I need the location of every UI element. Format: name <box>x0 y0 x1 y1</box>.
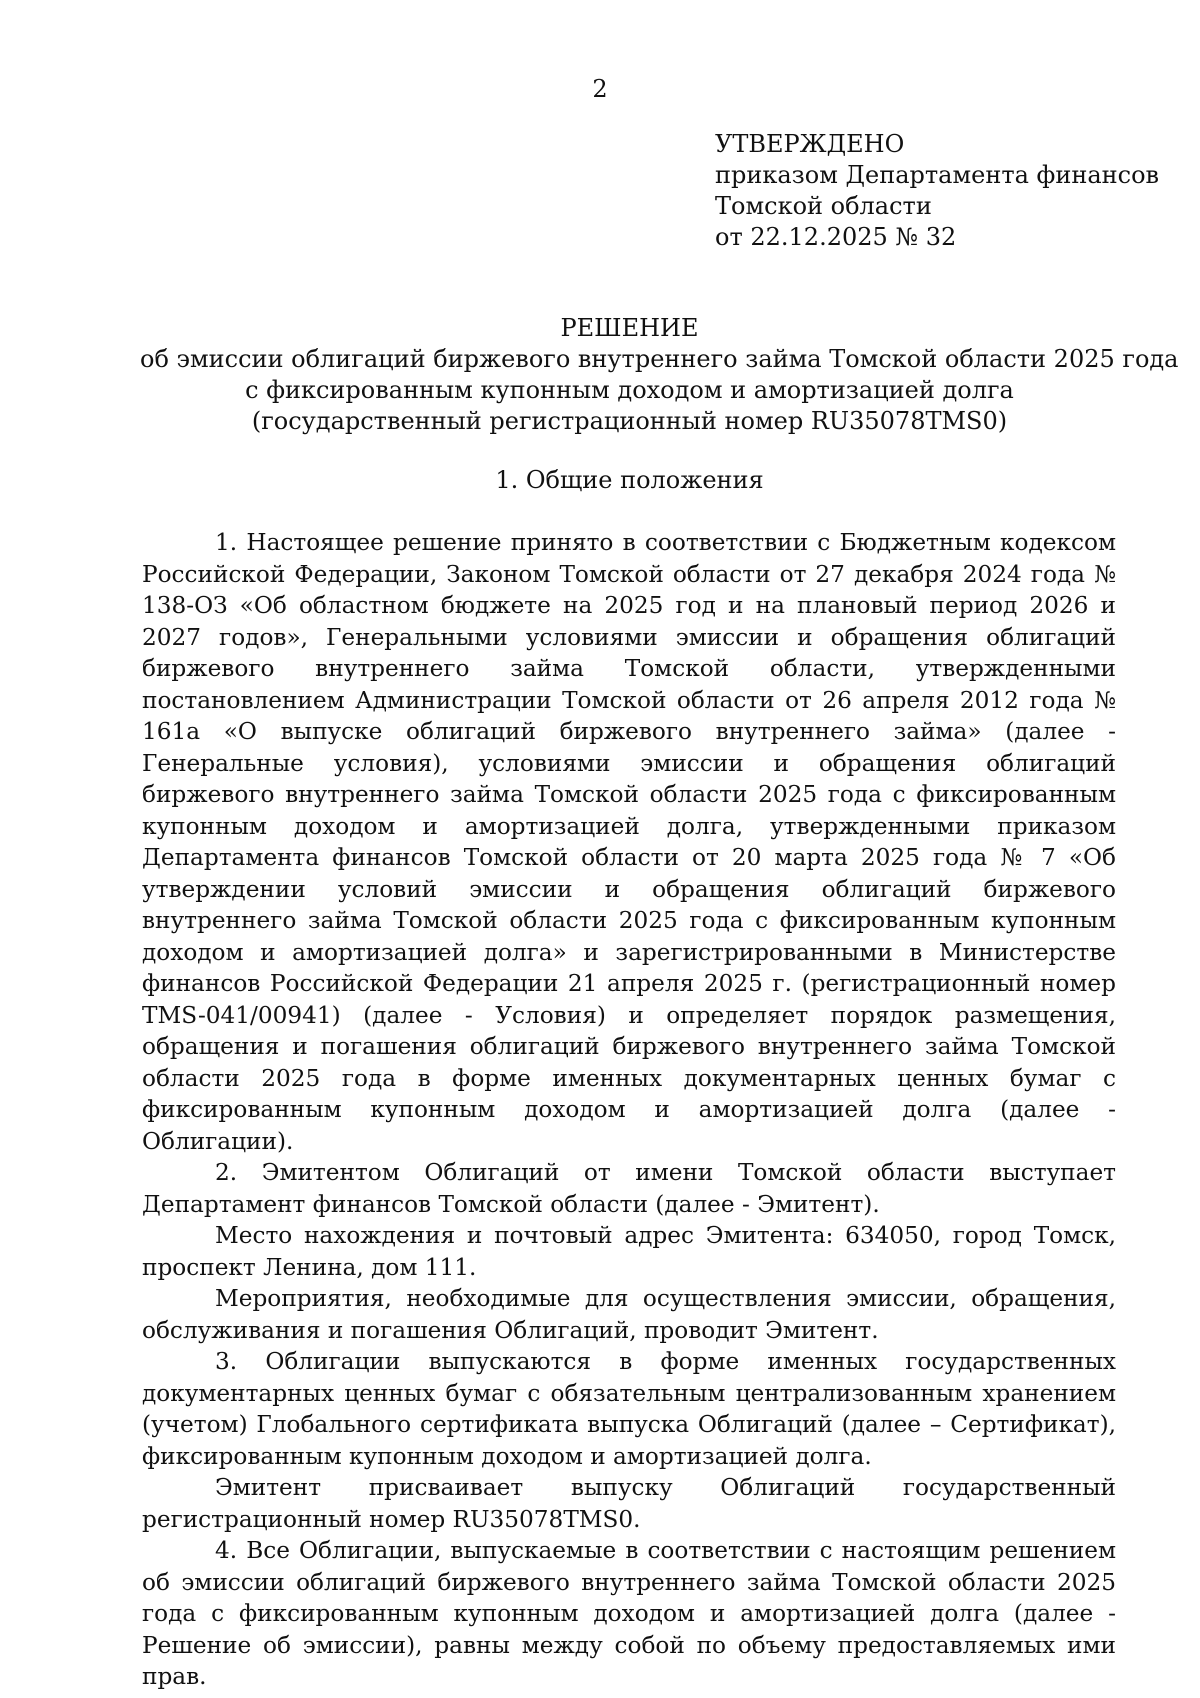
paragraph: 4. Все Облигации, выпускаемые в соответствии с настоящим решением об эмиссии облигаций биржевого внутреннего займа Томской области 2025 года с фиксированным купонным доходом и амортизацией долга (далее - Решение об эмиссии), равны между собой по объему предоставляемых ими прав. <box>142 1537 1116 1690</box>
document-body <box>142 527 1116 1693</box>
paragraph: 2. Эмитентом Облигаций от имени Томской области выступает Департамент финансов Томской области (далее - Эмитент). <box>142 1159 1116 1218</box>
paragraph: 1. Настоящее решение принято в соответствии с Бюджетным кодексом Российской Федерации, Законом Томской области от 27 декабря 2024 года № 138-ОЗ «Об областном бюджете на 2025 год и на плановый период 2026 и 2027 годов», Генеральными условиями эмиссии и обращения облигаций биржевого внутреннего займа Томской области, утвержденными постановлением Администрации Томской области от 26 апреля 2012 года № 161а «О выпуске облигаций биржевого внутреннего займа» (далее - Генеральные условия), условиями эмиссии и обращения облигаций биржевого внутреннего займа Томской области 2025 года с фиксированным купонным доходом и амортизацией долга, утвержденными приказом Департамента финансов Томской области от 20 марта 2025 года № 7 «Об утверждении условий эмиссии и обращения облигаций биржевого внутреннего займа Томской области 2025 года с фиксированным купонным доходом и амортизацией долга» и зарегистрированными в Министерстве финансов Российской Федерации 21 апреля 2025 г. (регистрационный номер TMS-041/00941) (далее - Условия) и определяет порядок размещения, обращения и погашения облигаций биржевого внутреннего займа Томской области 2025 года в форме именных документарных ценных бумаг с фиксированным купонным доходом и амортизацией долга (далее - Облигации). <box>142 529 1116 1155</box>
approval-stamp <box>715 129 1175 253</box>
paragraph: Мероприятия, необходимые для осуществления эмиссии, обращения, обслуживания и погашения Облигаций, проводит Эмитент. <box>142 1285 1116 1344</box>
page-number: 2 <box>592 75 608 103</box>
approval-line: Томской области <box>715 192 932 220</box>
section-heading: 1. Общие положения <box>495 466 764 494</box>
paragraph: 3. Облигации выпускаются в форме именных государственных документарных ценных бумаг с обязательным централизованным хранением (учетом) Глобального сертификата выпуска Облигаций (далее – Сертификат), фиксированным купонным доходом и амортизацией долга. <box>142 1348 1116 1470</box>
paragraph: Эмитент присваивает выпуску Облигаций государственный регистрационный номер RU35078TMS0. <box>142 1474 1116 1533</box>
document-title <box>140 313 1179 437</box>
title-heading: РЕШЕНИЕ <box>560 314 699 342</box>
approval-line: приказом Департамента финансов <box>715 161 1160 189</box>
paragraph: Место нахождения и почтовый адрес Эмитента: 634050, город Томск, проспект Ленина, дом 111. <box>142 1222 1116 1281</box>
title-line: с фиксированным купонным доходом и амортизацией долга <box>245 376 1014 404</box>
title-line: (государственный регистрационный номер RU35078TMS0) <box>251 407 1008 435</box>
title-line: об эмиссии облигаций биржевого внутреннего займа Томской области 2025 года <box>140 345 1179 373</box>
approval-date: от 22.12.2025 № 32 <box>715 223 957 251</box>
approval-heading: УТВЕРЖДЕНО <box>715 130 905 158</box>
